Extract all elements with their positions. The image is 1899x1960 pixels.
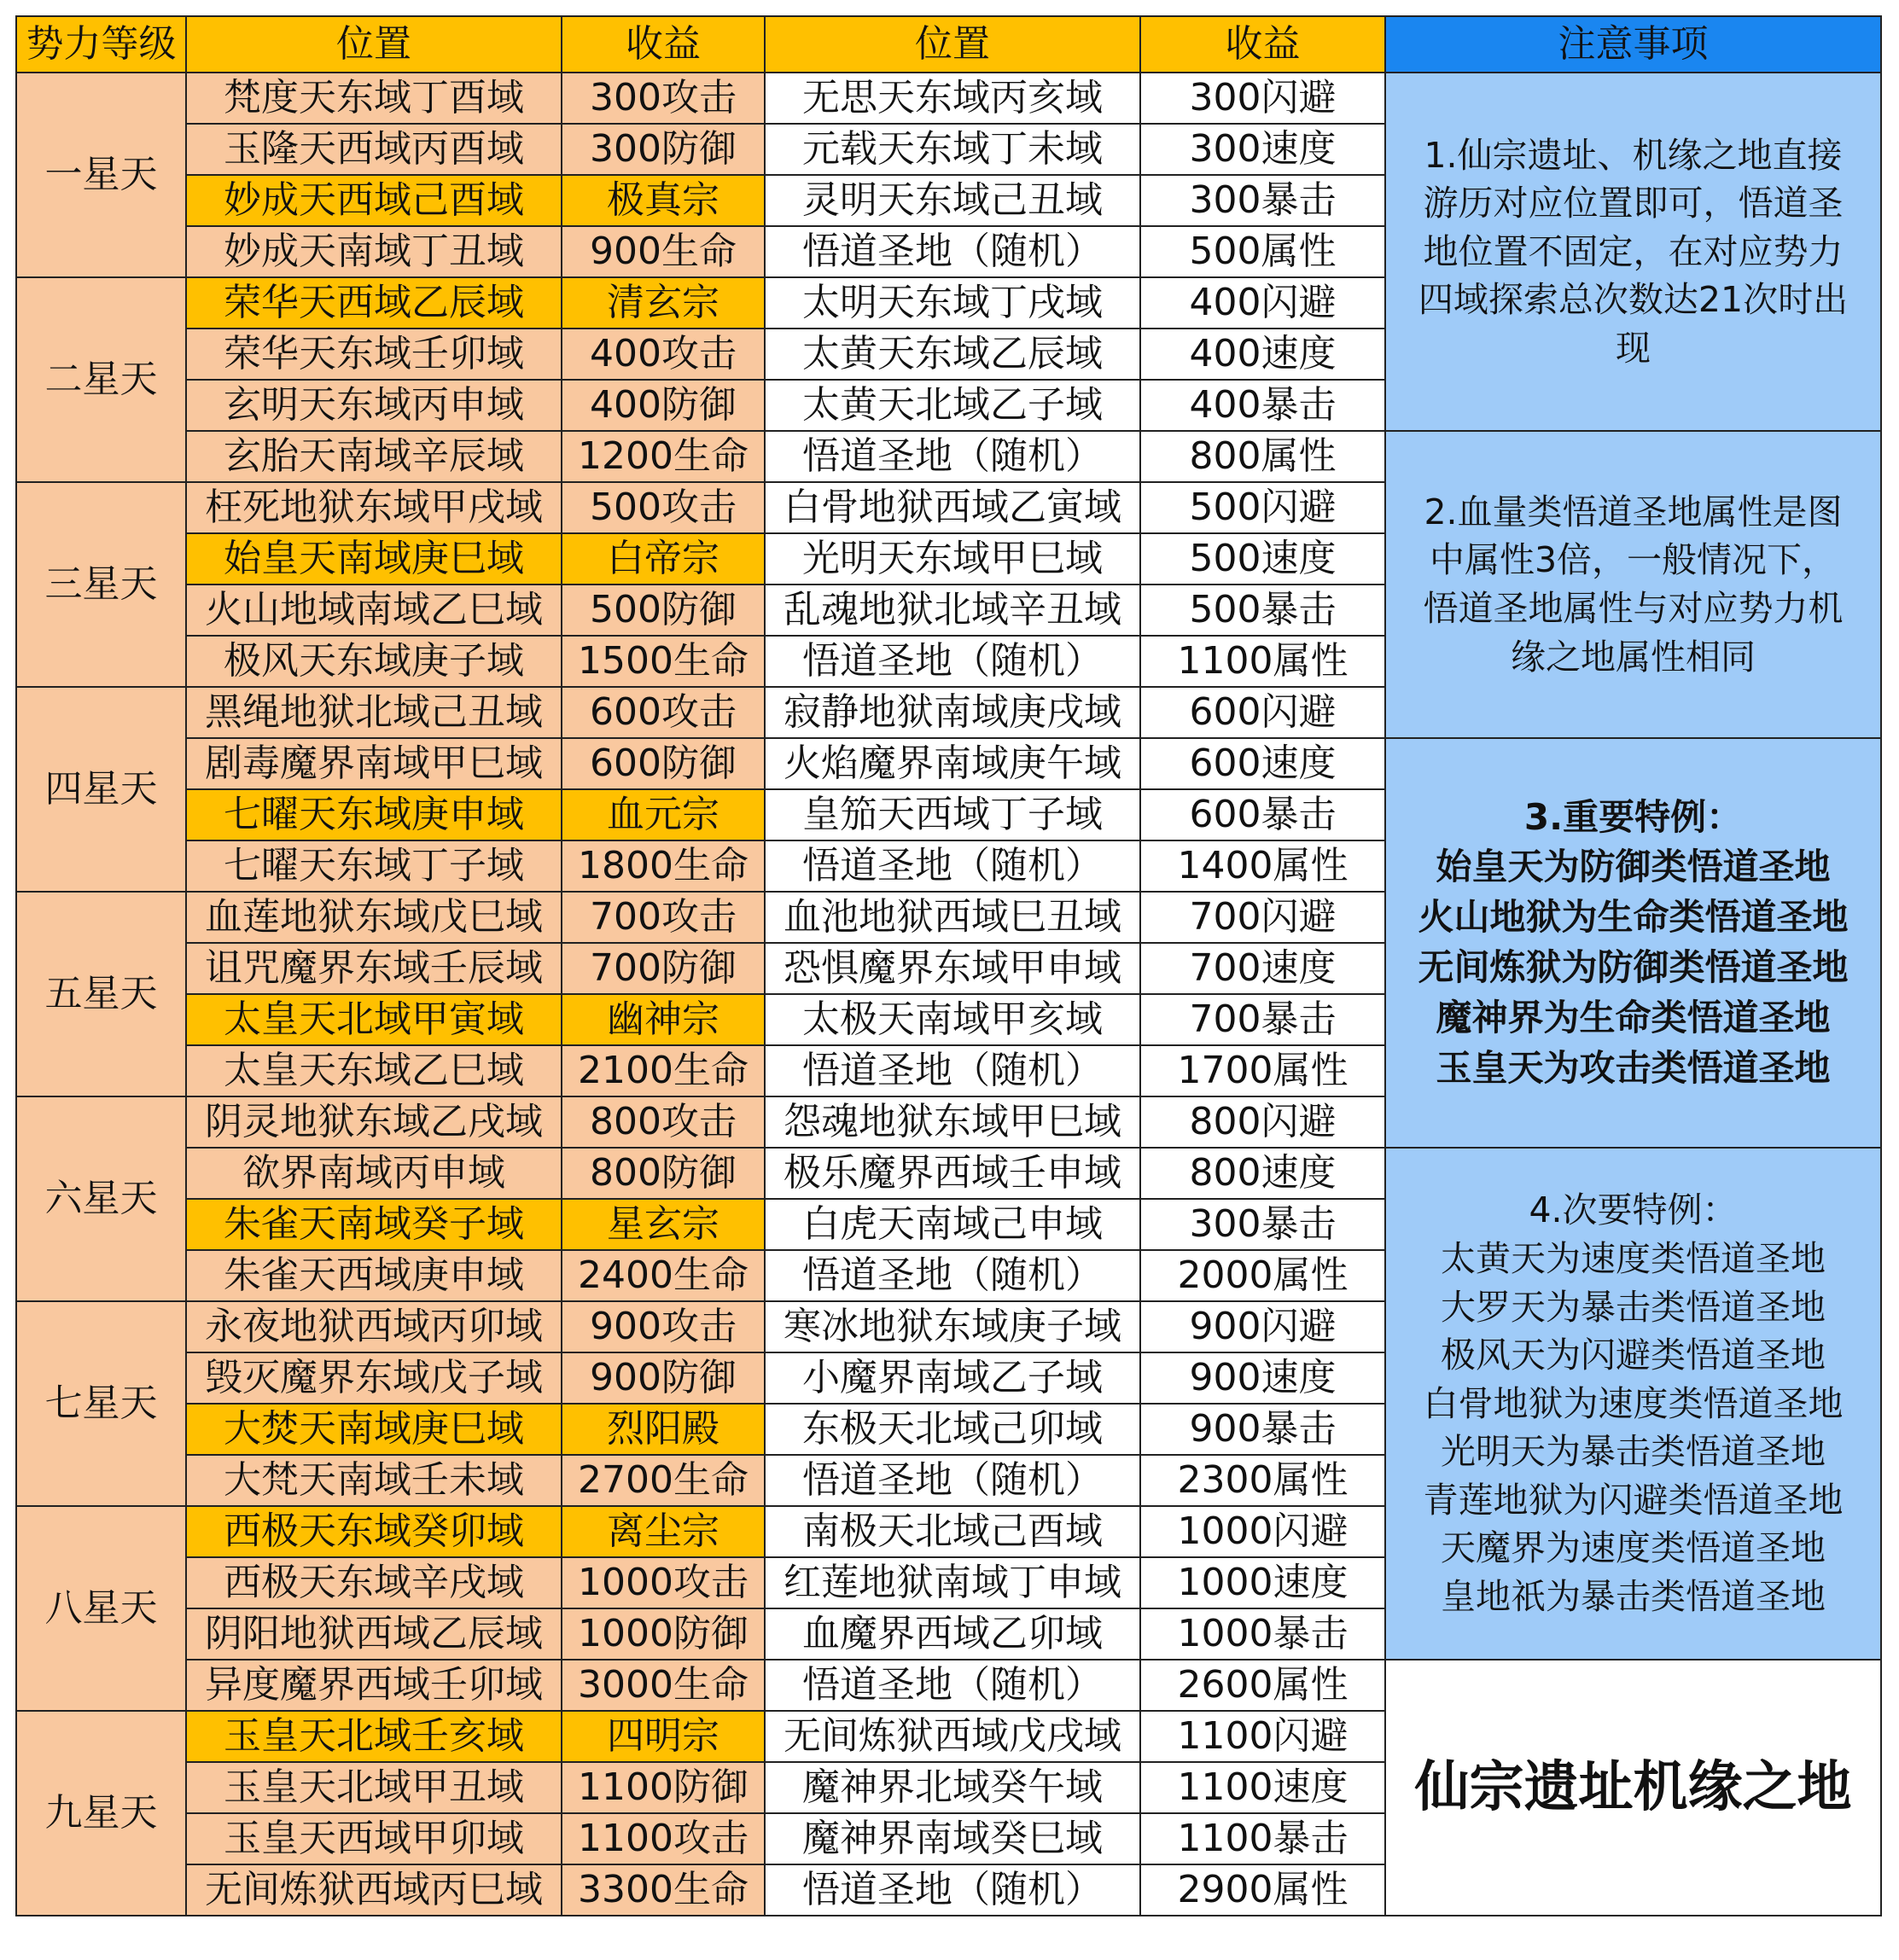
secondary-reward: 800闪避 bbox=[1140, 1096, 1385, 1148]
sect-location: 西极天东域癸卯域 bbox=[186, 1506, 562, 1557]
secondary-reward: 1000暴击 bbox=[1140, 1608, 1385, 1660]
note-line: 中属性3倍，一般情况下， bbox=[1429, 539, 1838, 581]
secondary-location: 悟道圣地（随机） bbox=[765, 636, 1140, 687]
secondary-reward: 1700属性 bbox=[1140, 1045, 1385, 1096]
secondary-reward: 700暴击 bbox=[1140, 994, 1385, 1045]
sect-location: 玉皇天北域壬亥域 bbox=[186, 1711, 562, 1762]
secondary-location: 悟道圣地（随机） bbox=[765, 431, 1140, 482]
secondary-location: 元载天东域丁未域 bbox=[765, 124, 1140, 175]
opportunity-location: 阴灵地狱东域乙戌域 bbox=[186, 1096, 562, 1148]
secondary-reward: 400速度 bbox=[1140, 329, 1385, 380]
note-line: 太黄天为速度类悟道圣地 bbox=[1441, 1237, 1826, 1279]
secondary-location: 乱魂地狱北域辛丑域 bbox=[765, 585, 1140, 636]
secondary-location: 血池地狱西域巳丑域 bbox=[765, 892, 1140, 943]
sect-name: 离尘宗 bbox=[562, 1506, 765, 1557]
opportunity-reward: 600攻击 bbox=[562, 687, 765, 738]
secondary-location: 太黄天东域乙辰域 bbox=[765, 329, 1140, 380]
opportunity-location: 欲界南域丙申域 bbox=[186, 1148, 562, 1199]
opportunity-reward: 600防御 bbox=[562, 738, 765, 789]
secondary-reward: 500属性 bbox=[1140, 226, 1385, 277]
tier-label: 八星天 bbox=[16, 1506, 186, 1711]
note-line: 缘之地属性相同 bbox=[1511, 636, 1756, 678]
sect-name: 四明宗 bbox=[562, 1711, 765, 1762]
opportunity-location: 荣华天东域壬卯域 bbox=[186, 329, 562, 380]
note-line: 现 bbox=[1616, 327, 1651, 369]
secondary-reward: 500速度 bbox=[1140, 533, 1385, 585]
header-gain-a: 收益 bbox=[562, 16, 765, 73]
secondary-location: 悟道圣地（随机） bbox=[765, 1864, 1140, 1916]
secondary-reward: 300速度 bbox=[1140, 124, 1385, 175]
secondary-reward: 300闪避 bbox=[1140, 73, 1385, 124]
opportunity-location: 阴阳地狱西域乙辰域 bbox=[186, 1608, 562, 1660]
opportunity-location: 火山地域南域乙巳域 bbox=[186, 585, 562, 636]
secondary-reward: 2000属性 bbox=[1140, 1250, 1385, 1301]
secondary-location: 寒冰地狱东域庚子域 bbox=[765, 1301, 1140, 1352]
secondary-location: 太明天东域丁戌域 bbox=[765, 277, 1140, 329]
header-row bbox=[16, 16, 1881, 73]
reward-table bbox=[15, 15, 1882, 1916]
note-line: 3.重要特例： bbox=[1523, 795, 1743, 838]
header-location-a: 位置 bbox=[186, 16, 562, 73]
note-4 bbox=[1385, 1148, 1881, 1660]
tier-label: 一星天 bbox=[16, 73, 186, 277]
opportunity-location: 玄明天东域丙申域 bbox=[186, 380, 562, 431]
opportunity-location: 玄胎天南域辛辰域 bbox=[186, 431, 562, 482]
tier-label: 六星天 bbox=[16, 1096, 186, 1301]
legend-label: 仙宗遗址机缘之地 bbox=[1385, 1660, 1881, 1916]
sect-name: 幽神宗 bbox=[562, 994, 765, 1045]
note-line: 始皇天为防御类悟道圣地 bbox=[1436, 846, 1831, 888]
opportunity-reward: 900生命 bbox=[562, 226, 765, 277]
secondary-reward: 400闪避 bbox=[1140, 277, 1385, 329]
sect-location: 太皇天北域甲寅域 bbox=[186, 994, 562, 1045]
note-line: 极风天为闪避类悟道圣地 bbox=[1441, 1335, 1826, 1376]
secondary-reward: 2300属性 bbox=[1140, 1455, 1385, 1506]
sect-location: 荣华天西域乙辰域 bbox=[186, 277, 562, 329]
secondary-location: 白虎天南域己申域 bbox=[765, 1199, 1140, 1250]
secondary-reward: 1100属性 bbox=[1140, 636, 1385, 687]
opportunity-reward: 1100攻击 bbox=[562, 1813, 765, 1864]
opportunity-reward: 3000生命 bbox=[562, 1660, 765, 1711]
secondary-location: 恐惧魔界东域甲申域 bbox=[765, 943, 1140, 994]
header-notes: 注意事项 bbox=[1385, 16, 1881, 73]
secondary-location: 太黄天北域乙子域 bbox=[765, 380, 1140, 431]
secondary-reward: 1000速度 bbox=[1140, 1557, 1385, 1608]
table-row bbox=[16, 1148, 1881, 1199]
secondary-reward: 300暴击 bbox=[1140, 1199, 1385, 1250]
note-line: 光明天为暴击类悟道圣地 bbox=[1441, 1431, 1826, 1473]
opportunity-location: 朱雀天西域庚申域 bbox=[186, 1250, 562, 1301]
opportunity-reward: 400防御 bbox=[562, 380, 765, 431]
note-line: 青莲地狱为闪避类悟道圣地 bbox=[1423, 1479, 1844, 1521]
note-line: 玉皇天为攻击类悟道圣地 bbox=[1436, 1046, 1831, 1089]
secondary-location: 怨魂地狱东域甲巳域 bbox=[765, 1096, 1140, 1148]
sect-name: 白帝宗 bbox=[562, 533, 765, 585]
tier-label: 九星天 bbox=[16, 1711, 186, 1916]
note-line: 火山地狱为生命类悟道圣地 bbox=[1418, 896, 1849, 939]
secondary-reward: 1000闪避 bbox=[1140, 1506, 1385, 1557]
secondary-location: 无思天东域丙亥域 bbox=[765, 73, 1140, 124]
opportunity-reward: 1800生命 bbox=[562, 840, 765, 892]
secondary-reward: 1400属性 bbox=[1140, 840, 1385, 892]
secondary-reward: 600暴击 bbox=[1140, 789, 1385, 840]
secondary-location: 火焰魔界南域庚午域 bbox=[765, 738, 1140, 789]
opportunity-reward: 2100生命 bbox=[562, 1045, 765, 1096]
opportunity-location: 黑绳地狱北域己丑域 bbox=[186, 687, 562, 738]
note-line: 悟道圣地属性与对应势力机 bbox=[1423, 588, 1844, 629]
note-line: 魔神界为生命类悟道圣地 bbox=[1436, 996, 1831, 1038]
opportunity-location: 剧毒魔界南域甲巳域 bbox=[186, 738, 562, 789]
secondary-location: 悟道圣地（随机） bbox=[765, 1250, 1140, 1301]
sect-location: 始皇天南域庚巳域 bbox=[186, 533, 562, 585]
note-line: 1.仙宗遗址、机缘之地直接 bbox=[1424, 134, 1843, 176]
secondary-location: 红莲地狱南域丁申域 bbox=[765, 1557, 1140, 1608]
secondary-location: 东极天北域己卯域 bbox=[765, 1404, 1140, 1455]
table-row bbox=[16, 1660, 1881, 1711]
sect-location: 大焚天南域庚巳域 bbox=[186, 1404, 562, 1455]
opportunity-reward: 400攻击 bbox=[562, 329, 765, 380]
secondary-location: 血魔界西域乙卯域 bbox=[765, 1608, 1140, 1660]
opportunity-location: 永夜地狱西域丙卯域 bbox=[186, 1301, 562, 1352]
opportunity-location: 玉皇天西域甲卯域 bbox=[186, 1813, 562, 1864]
opportunity-reward: 1500生命 bbox=[562, 636, 765, 687]
opportunity-reward: 500攻击 bbox=[562, 482, 765, 533]
secondary-reward: 500暴击 bbox=[1140, 585, 1385, 636]
secondary-reward: 900闪避 bbox=[1140, 1301, 1385, 1352]
secondary-reward: 700闪避 bbox=[1140, 892, 1385, 943]
opportunity-location: 异度魔界西域壬卯域 bbox=[186, 1660, 562, 1711]
note-line: 大罗天为暴击类悟道圣地 bbox=[1441, 1286, 1826, 1328]
secondary-reward: 1100速度 bbox=[1140, 1762, 1385, 1813]
sect-location: 妙成天西域己酉域 bbox=[186, 175, 562, 226]
table-row bbox=[16, 73, 1881, 124]
opportunity-reward: 700防御 bbox=[562, 943, 765, 994]
secondary-reward: 600速度 bbox=[1140, 738, 1385, 789]
secondary-reward: 1100暴击 bbox=[1140, 1813, 1385, 1864]
secondary-reward: 900暴击 bbox=[1140, 1404, 1385, 1455]
note-2 bbox=[1385, 431, 1881, 738]
note-line: 游历对应位置即可，悟道圣 bbox=[1423, 183, 1844, 224]
secondary-location: 悟道圣地（随机） bbox=[765, 840, 1140, 892]
opportunity-location: 血莲地狱东域戊巳域 bbox=[186, 892, 562, 943]
secondary-location: 灵明天东域己丑域 bbox=[765, 175, 1140, 226]
note-3 bbox=[1385, 738, 1881, 1148]
secondary-location: 悟道圣地（随机） bbox=[765, 1455, 1140, 1506]
opportunity-location: 毁灭魔界东域戊子域 bbox=[186, 1352, 562, 1404]
secondary-location: 南极天北域己酉域 bbox=[765, 1506, 1140, 1557]
secondary-reward: 800速度 bbox=[1140, 1148, 1385, 1199]
secondary-location: 寂静地狱南域庚戌域 bbox=[765, 687, 1140, 738]
secondary-location: 悟道圣地（随机） bbox=[765, 226, 1140, 277]
note-1 bbox=[1385, 73, 1881, 431]
secondary-reward: 2600属性 bbox=[1140, 1660, 1385, 1711]
secondary-reward: 400暴击 bbox=[1140, 380, 1385, 431]
opportunity-reward: 1000防御 bbox=[562, 1608, 765, 1660]
opportunity-location: 妙成天南域丁丑域 bbox=[186, 226, 562, 277]
tier-label: 七星天 bbox=[16, 1301, 186, 1506]
tier-label: 五星天 bbox=[16, 892, 186, 1096]
secondary-location: 太极天南域甲亥域 bbox=[765, 994, 1140, 1045]
opportunity-reward: 2400生命 bbox=[562, 1250, 765, 1301]
secondary-reward: 1100闪避 bbox=[1140, 1711, 1385, 1762]
note-line: 天魔界为速度类悟道圣地 bbox=[1441, 1527, 1826, 1569]
opportunity-location: 极风天东域庚子域 bbox=[186, 636, 562, 687]
opportunity-reward: 800防御 bbox=[562, 1148, 765, 1199]
secondary-reward: 300暴击 bbox=[1140, 175, 1385, 226]
sect-name: 清玄宗 bbox=[562, 277, 765, 329]
opportunity-reward: 300攻击 bbox=[562, 73, 765, 124]
secondary-location: 魔神界南域癸巳域 bbox=[765, 1813, 1140, 1864]
note-line: 4.次要特例： bbox=[1529, 1189, 1738, 1231]
secondary-location: 极乐魔界西域壬申域 bbox=[765, 1148, 1140, 1199]
note-line: 皇地祇为暴击类悟道圣地 bbox=[1441, 1576, 1826, 1618]
header-gain-b: 收益 bbox=[1140, 16, 1385, 73]
opportunity-reward: 2700生命 bbox=[562, 1455, 765, 1506]
secondary-location: 光明天东域甲巳域 bbox=[765, 533, 1140, 585]
note-line: 2.血量类悟道圣地属性是图 bbox=[1424, 491, 1843, 532]
sect-location: 七曜天东域庚申域 bbox=[186, 789, 562, 840]
secondary-reward: 2900属性 bbox=[1140, 1864, 1385, 1916]
opportunity-reward: 1000攻击 bbox=[562, 1557, 765, 1608]
secondary-location: 无间炼狱西域戊戌域 bbox=[765, 1711, 1140, 1762]
secondary-location: 皇笳天西域丁子域 bbox=[765, 789, 1140, 840]
header-tier: 势力等级 bbox=[16, 16, 186, 73]
secondary-reward: 700速度 bbox=[1140, 943, 1385, 994]
opportunity-location: 西极天东域辛戌域 bbox=[186, 1557, 562, 1608]
note-line: 四域探索总次数达21次时出 bbox=[1418, 279, 1849, 321]
secondary-reward: 900速度 bbox=[1140, 1352, 1385, 1404]
secondary-location: 小魔界南域乙子域 bbox=[765, 1352, 1140, 1404]
opportunity-location: 七曜天东域丁子域 bbox=[186, 840, 562, 892]
tier-label: 二星天 bbox=[16, 277, 186, 482]
opportunity-reward: 900防御 bbox=[562, 1352, 765, 1404]
opportunity-location: 大梵天南域壬未域 bbox=[186, 1455, 562, 1506]
sect-name: 星玄宗 bbox=[562, 1199, 765, 1250]
secondary-location: 悟道圣地（随机） bbox=[765, 1045, 1140, 1096]
opportunity-reward: 3300生命 bbox=[562, 1864, 765, 1916]
note-line: 地位置不固定，在对应势力 bbox=[1423, 230, 1844, 272]
opportunity-reward: 800攻击 bbox=[562, 1096, 765, 1148]
opportunity-location: 玉隆天西域丙酉域 bbox=[186, 124, 562, 175]
opportunity-reward: 500防御 bbox=[562, 585, 765, 636]
secondary-reward: 600闪避 bbox=[1140, 687, 1385, 738]
sect-name: 极真宗 bbox=[562, 175, 765, 226]
opportunity-location: 诅咒魔界东域壬辰域 bbox=[186, 943, 562, 994]
tier-label: 三星天 bbox=[16, 482, 186, 687]
sect-name: 血元宗 bbox=[562, 789, 765, 840]
opportunity-location: 枉死地狱东域甲戌域 bbox=[186, 482, 562, 533]
secondary-location: 白骨地狱西域乙寅域 bbox=[765, 482, 1140, 533]
opportunity-location: 太皇天东域乙巳域 bbox=[186, 1045, 562, 1096]
opportunity-reward: 300防御 bbox=[562, 124, 765, 175]
sect-location: 朱雀天南域癸子域 bbox=[186, 1199, 562, 1250]
secondary-location: 悟道圣地（随机） bbox=[765, 1660, 1140, 1711]
secondary-reward: 500闪避 bbox=[1140, 482, 1385, 533]
sect-name: 烈阳殿 bbox=[562, 1404, 765, 1455]
opportunity-reward: 1200生命 bbox=[562, 431, 765, 482]
note-line: 白骨地狱为速度类悟道圣地 bbox=[1423, 1382, 1844, 1424]
table-row bbox=[16, 738, 1881, 789]
note-line: 无间炼狱为防御类悟道圣地 bbox=[1418, 946, 1849, 988]
opportunity-location: 玉皇天北域甲丑域 bbox=[186, 1762, 562, 1813]
tier-label: 四星天 bbox=[16, 687, 186, 892]
opportunity-location: 无间炼狱西域丙巳域 bbox=[186, 1864, 562, 1916]
opportunity-reward: 900攻击 bbox=[562, 1301, 765, 1352]
opportunity-reward: 700攻击 bbox=[562, 892, 765, 943]
opportunity-reward: 1100防御 bbox=[562, 1762, 765, 1813]
table-row bbox=[16, 431, 1881, 482]
opportunity-location: 梵度天东域丁酉域 bbox=[186, 73, 562, 124]
secondary-reward: 800属性 bbox=[1140, 431, 1385, 482]
header-location-b: 位置 bbox=[765, 16, 1140, 73]
secondary-location: 魔神界北域癸午域 bbox=[765, 1762, 1140, 1813]
